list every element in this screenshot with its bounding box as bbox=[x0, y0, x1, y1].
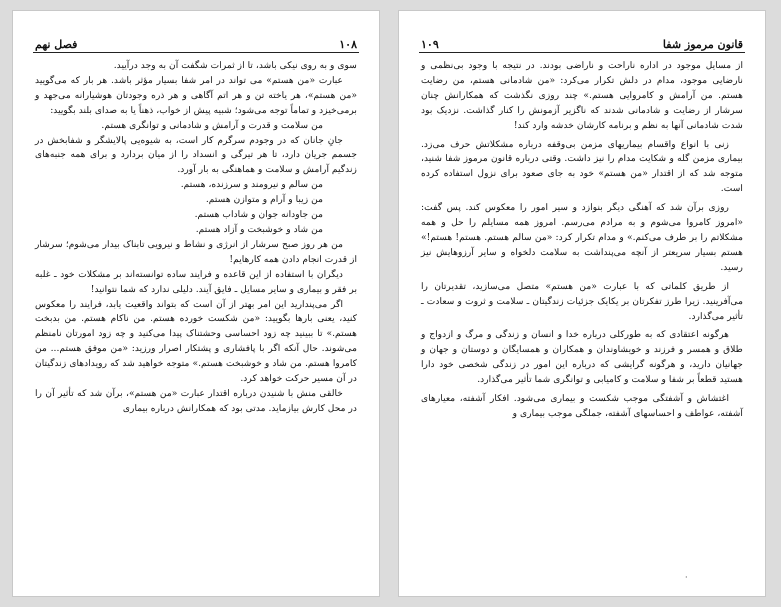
paragraph: دیگران با استفاده از این قاعده و فرایند ساده توانسته‌اند بر مشکلات خود ـ غلبه بر فقر و بیماری و سایر مسایل ـ فایق آیند. دلیلی ندارد که شما نتوانید! bbox=[35, 268, 357, 295]
right-page bbox=[398, 10, 766, 597]
paragraph: خالقی منش با شنیدن درباره اقتدار عبارت «من هستم»، برآن شد که تأثیر آن را در محل کارش بیازماید. مدتی بود که همکارانش درباره بیماری bbox=[35, 387, 357, 414]
paragraph: زنی با انواع واقسام بیماریهای مزمن بی‌وقفه درباره مشکلاتش حرف می‌زد. بیماری مزمن گله و شکایت مدام را نیز داشت. وقتی درباره قانون مرموز شفا شنید، متوجه شد که از اقتدار «من هستم» خود به جای صعود برای نزول استفاده کرده است. bbox=[421, 138, 743, 195]
paragraph: عبارت «من هستم» می تواند در امر شفا بسیار مؤثر باشد. هر بار که می‌گویید «من هستم»، هر یاخته تن و هر اتم آگاهی و هر ذره وجودتان هوشیارانه می‌جهد و برمی‌خیزد و تماماً توجه می‌شود؛ شبیه پیش از خواب، ذهناً یا به صدای بلند بگویید: bbox=[35, 74, 357, 116]
paragraph: اگر می‌پندارید این امر بهتر از آن است که بتواند واقعیت یابد، فرایند را معکوس کنید، یعنی بارها بگویید: «من شکست خورده هستم. من ناکام هستم. من بدبخت هستم.» تا ببینید چه زود احساسی وحشتناک پیدا می‌کنید و چه زود امورتان نامنظم می‌شوند. حال آنکه اگر با پافشاری و پشتکار اصرار ورزید: «من موفق هستم... من کامروا هستم. من شاد و خوشبخت هستم.» متوجه خواهید شد که رویدادهای زندگیتان در آن مسیر حرکت خواهد کرد. bbox=[35, 298, 357, 385]
running-head: قانون مرموز شفا bbox=[662, 38, 743, 51]
affirmation-line: من زیبا و آرام و متوازن هستم. bbox=[205, 194, 323, 206]
left-page bbox=[12, 10, 380, 597]
page-body bbox=[421, 59, 743, 422]
affirmation-line: من سالم و نیرومند و سرزنده، هستم. bbox=[180, 179, 323, 191]
page-number: ۱۰۸ bbox=[339, 38, 357, 51]
page-number: ۱۰۹ bbox=[421, 38, 439, 51]
right-page-header bbox=[421, 33, 743, 51]
paragraph: از طریق کلماتی که با عبارت «من هستم» متصل می‌سازید، تقدیرتان را می‌آفرینید. زیرا طرز تفکرتان بر یکایک جزئیات زندگیتان ـ سلامت و ثروت و سعادت ـ تأثیر می‌گذارد. bbox=[421, 280, 743, 322]
paragraph: جانِ جانان که در وجودم سرگرم کار است، به شیوه‌یی پالایشگر و شفابخش در جسمم جریان دارد، تا هر تیرگی و انسداد را از میان بردارد و برای همه جنبه‌های زندگیم آرامش و سلامت و هماهنگی به بار آورد. bbox=[35, 134, 357, 176]
paragraph: سوی و به روی نیکی باشد، تا از ثمرات شگفت آن به وجد درآیید. bbox=[113, 60, 357, 71]
paragraph: روزی برآن شد که آهنگی دیگر بنوازد و سیر امور را معکوس کند. پس گفت: «امروز کامروا می‌شوم و به مرادم می‌رسم. امروز همه مسایلم را حل و همه مشکلاتم را بر طرف می‌کنم.» و مدام تکرار کرد: «من سالم هستم. هستم! هستم!» هستم بسیار سریعتر از آنچه می‌پنداشت به سلامت دلخواه و سایر آرزوهایش نیز رسید. bbox=[421, 202, 743, 273]
page-body bbox=[35, 59, 357, 417]
paragraph: هرگونه اعتقادی که به طورکلی درباره خدا و انسان و زندگی و مرگ و ازدواج و طلاق و همسر و فرزند و خویشاوندان و همکاران و همسایگان و دوستان و جهان و جهانیان دارید، و هرگونه گرایشی که درباره این امور در زندگی شخصی خود دارا هستید قطعاً بر شفا و سلامت و کامیابی و توانگری شما تأثیر می‌گذارد. bbox=[421, 329, 743, 386]
stray-mark: · bbox=[685, 573, 688, 582]
affirmation-line: من شاد و خوشبخت و آزاد هستم. bbox=[195, 223, 323, 235]
paragraph: از مسایل موجود در اداره ناراحت و ناراضی بودند. در نتیجه با وجود بی‌نظمی و نارضایی موجود، مدام در دلش تکرار می‌کرد: «من شادمانی هستم، من رضایت هستم. من آرامش و کامروایی هستم.» چند روزی نگذشت که همکارانش چنان سرشار از رضایت و شادمانی شدند که ناگزیر آزمونش را کنار گذاشت. نزدیک بود شدت شادمانی آنها به نظم و برنامه کارشان خدشه وارد کند! bbox=[421, 60, 743, 131]
affirmation-line: من سلامت و قدرت و آرامش و شادمانی و توانگری هستم. bbox=[101, 119, 323, 131]
header-rule bbox=[419, 52, 745, 53]
running-head: فصل نهم bbox=[35, 38, 78, 51]
paragraph: اغتشاش و آشفتگی موجب شکست و بیماری می‌شود. افکار آشفته، معیارهای آشفته، عواطف و احساسهای آشفته، جملگی موجب بیماری و bbox=[421, 393, 743, 419]
affirmation-line: من جاودانه جوان و شاداب هستم. bbox=[194, 209, 323, 221]
header-rule bbox=[33, 52, 359, 53]
paragraph: من هر روز صبح سرشار از انرژی و نشاط و نیرویی تابناک بیدار می‌شوم؛ سرشار از قدرت انجام دادن همه کارهایم! bbox=[35, 238, 357, 265]
left-page-header bbox=[35, 33, 357, 51]
